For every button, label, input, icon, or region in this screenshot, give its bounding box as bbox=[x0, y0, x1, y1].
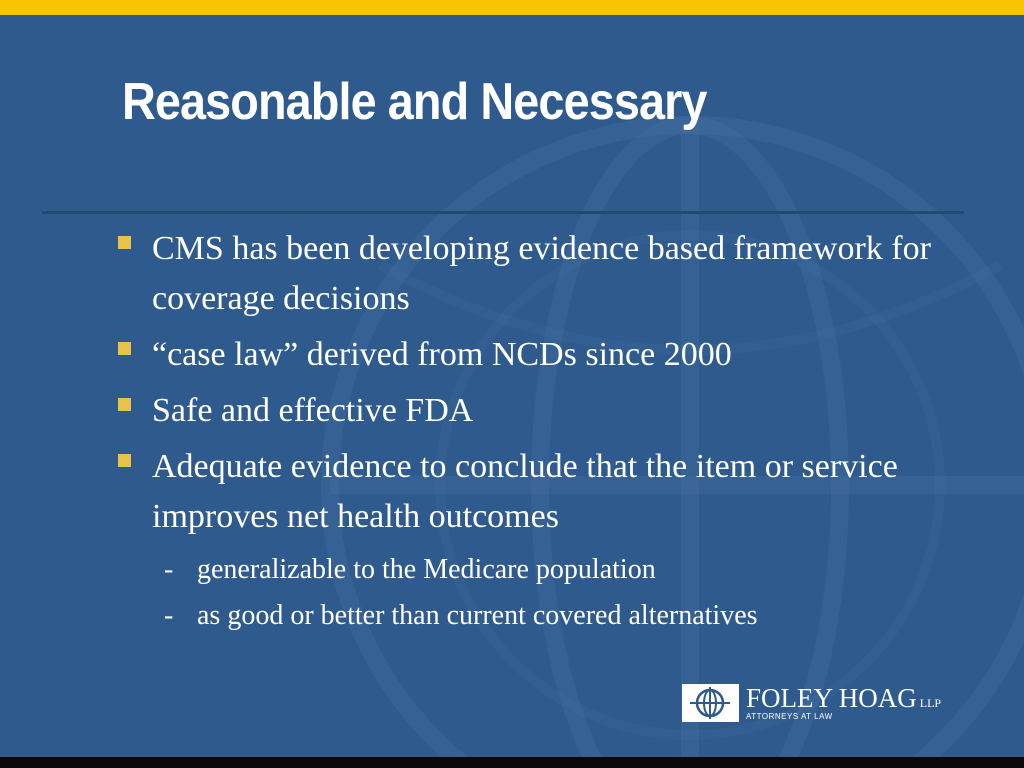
sub-bullet-text: as good or better than current covered alternatives bbox=[197, 600, 758, 631]
bottom-bar bbox=[0, 757, 1024, 768]
sub-bullet-dash: - bbox=[164, 600, 174, 631]
sub-bullet-text: generalizable to the Medicare population bbox=[197, 554, 656, 585]
sub-bullet-item bbox=[112, 594, 932, 638]
logo-tagline: ATTORNEYS AT LAW bbox=[746, 712, 833, 721]
bullet-text: CMS has been developing evidence based framework for coverage decisions bbox=[152, 230, 931, 317]
bullet-item bbox=[112, 386, 932, 436]
logo-badge bbox=[682, 684, 739, 722]
logo-firm-name: FOLEY HOAG bbox=[746, 683, 917, 713]
sub-bullet-item bbox=[112, 548, 932, 592]
bullet-marker-icon bbox=[118, 454, 131, 467]
bullet-text: Adequate evidence to conclude that the item or service improves net health outcomes bbox=[152, 448, 898, 535]
top-accent-bar bbox=[0, 0, 1024, 15]
bullet-marker-icon bbox=[118, 398, 131, 411]
globe-logo-icon bbox=[682, 684, 739, 722]
sub-bullet-dash: - bbox=[164, 554, 174, 585]
bullet-marker-icon bbox=[118, 342, 131, 355]
slide-title: Reasonable and Necessary bbox=[122, 73, 707, 131]
bullet-marker-icon bbox=[118, 236, 131, 249]
bullet-text: “case law” derived from NCDs since 2000 bbox=[152, 336, 732, 373]
foley-hoag-logo bbox=[682, 684, 972, 728]
bullet-item bbox=[112, 442, 932, 542]
bullet-text: Safe and effective FDA bbox=[152, 392, 474, 429]
logo-suffix: LLP bbox=[919, 696, 942, 710]
title-divider bbox=[42, 211, 964, 214]
bullet-item bbox=[112, 224, 932, 324]
bullet-list bbox=[112, 224, 932, 638]
bullet-item bbox=[112, 330, 932, 380]
